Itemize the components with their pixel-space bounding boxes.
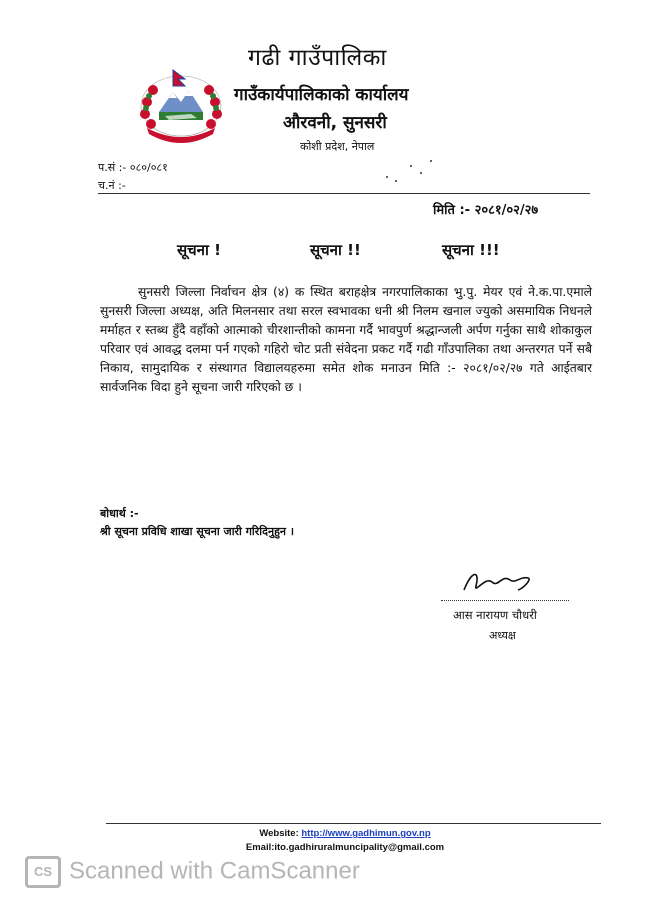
notice-title: सूचना !! bbox=[310, 241, 361, 259]
office-name: गाउँकार्यपालिकाको कार्यालय bbox=[234, 85, 409, 105]
footer-divider bbox=[106, 823, 601, 824]
camscanner-logo-icon: CS bbox=[25, 856, 61, 888]
government-emblem bbox=[133, 68, 229, 146]
org-name: गढी गाउँपालिका bbox=[248, 45, 387, 71]
stamp-mark bbox=[420, 172, 422, 174]
signatory-title: अध्यक्ष bbox=[489, 629, 516, 642]
watermark-text: Scanned with CamScanner bbox=[69, 857, 360, 885]
footer-website bbox=[0, 828, 655, 839]
camscanner-watermark bbox=[25, 856, 360, 890]
website-link[interactable]: http://www.gadhimun.gov.np bbox=[301, 828, 431, 839]
cc-heading: बोधार्थ :- bbox=[100, 507, 139, 520]
signatory-name: आस नारायण चौधरी bbox=[453, 608, 537, 622]
header-divider bbox=[98, 193, 590, 194]
notice-body: सुनसरी जिल्ला निर्वाचन क्षेत्र (४) क स्थित बराहक्षेत्र नगरपालिकाका भु.पु. मेयर एवं ने.क.पा.एमाले सुनसरी जिल्ला अध्यक्ष, अति मिलनसार तथा सरल स्वभावका धनी श्री निलम खनाल ज्युको असमायिक निधनले मर्माहत र स्तब्ध हुँदै वहाँको आत्माको चीरशान्तीको कामना गर्दै भावपुर्ण श्रद्धान्जली अर्पण गर्नुका साथै शोकाकुल परिवार एवं आवद्ध दलमा पर्न गएको गहिरो चोट प्रती संवेदना प्रकट गर्दै गढी गाँउपालिका तथा अन्तरगत पर्ने सबै निकाय, सामुदायिक र संस्थागत विद्यालयहरुमा समेत शोक मनाउन मिति :- २०८१/०२/२७ गते आईतबार सार्वजनिक विदा हुने सूचना जारी गरिएको छ । bbox=[100, 285, 592, 395]
office-region: कोशी प्रदेश, नेपाल bbox=[300, 140, 375, 153]
letter-date: मिति :- २०८१/०२/२७ bbox=[433, 203, 539, 218]
stamp-mark bbox=[410, 165, 412, 167]
footer-email: Email:ito.gadhiruralmuncipality@gmail.com bbox=[245, 842, 445, 853]
website-label: Website: bbox=[259, 828, 299, 839]
stamp-mark bbox=[430, 160, 432, 162]
notice-title: सूचना !!! bbox=[442, 241, 500, 259]
notice-title: सूचना ! bbox=[177, 241, 221, 259]
signature bbox=[458, 566, 538, 604]
signature-line bbox=[441, 600, 569, 601]
stamp-mark bbox=[386, 176, 388, 178]
dispatch-number: च.नं :- bbox=[98, 179, 126, 192]
stamp-mark bbox=[395, 180, 397, 182]
office-location: औरवनी, सुनसरी bbox=[283, 113, 387, 133]
cc-line: श्री सूचना प्रविधि शाखा सूचना जारी गरिदिनुहुन । bbox=[100, 525, 295, 538]
letter-number: प.सं :- ०८०/०८१ bbox=[98, 161, 168, 174]
